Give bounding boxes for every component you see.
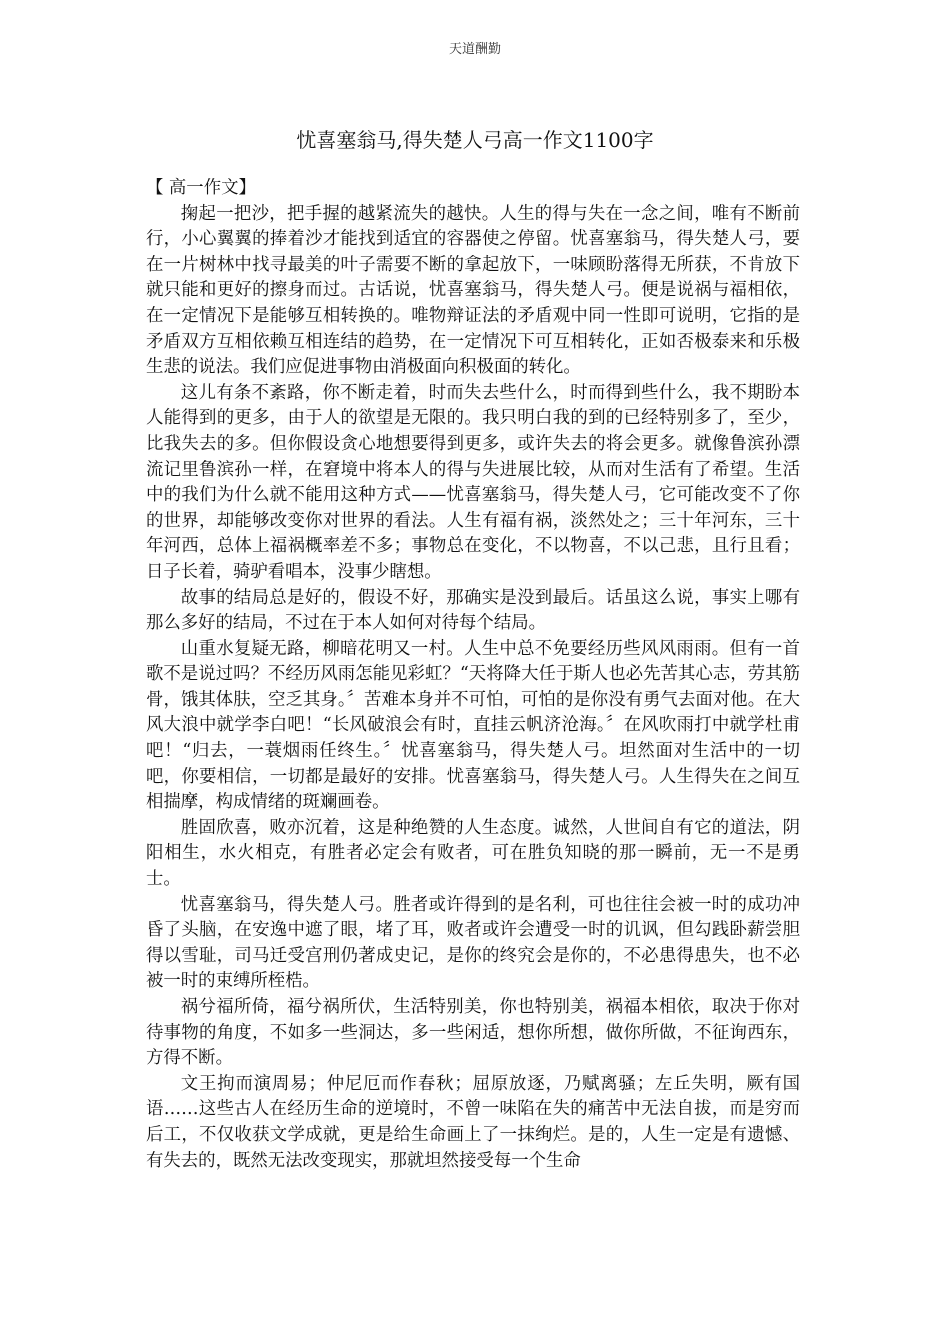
page-header: 天道酬勤	[448, 42, 501, 57]
paragraph: 掬起一把沙，把手握的越紧流失的越快。人生的得与失在一念之间，唯有不断前行，小心翼翼的捧着沙才能找到适宜的容器使之停留。忧喜塞翁马，得失楚人弓，要在一片树林中找寻最美的叶子需要不断的拿起放下，一味顾盼落得无所获，不肯放下就只能和更好的擦身而过。古话说，忧喜塞翁马，得失楚人弓。便是说祸与福相依，在一定情况下是能够互相转换的。唯物辩证法的矛盾观中同一性即可说明，它指的是矛盾双方互相依赖互相连结的趋势，在一定情况下可互相转化，正如否极泰来和乐极生悲的说法。我们应促进事物由消极面向积极面的转化。	[146, 203, 800, 378]
paragraph: 胜固欣喜，败亦沉着，这是种绝赞的人生态度。诚然，人世间自有它的道法，阴阳相生，水火相克，有胜者必定会有败者，可在胜负知晓的那一瞬前，无一不是勇士。	[146, 817, 800, 890]
category-tag: 【 高一作文】	[146, 178, 256, 198]
document-title: 忧喜塞翁马,得失楚人弓高一作文1100字	[296, 128, 654, 152]
paragraph: 忧喜塞翁马，得失楚人弓。胜者或许得到的是名利，可也往往会被一时的成功冲昏了头脑，在安逸中遮了眼，堵了耳，败者或许会遭受一时的讥讽，但勾践卧薪尝胆得以雪耻，司马迁受宫刑仍著成史记，是你的终究会是你的，不必患得患失，也不必被一时的束缚所桎梏。	[146, 894, 800, 992]
paragraph: 文王拘而演周易；仲尼厄而作春秋；屈原放逐，乃赋离骚；左丘失明，厥有国语……这些古人在经历生命的逆境时，不曾一味陷在失的痛苦中无法自拔，而是穷而后工，不仅收获文学成就，更是给生命画上了一抹绚烂。是的，人生一定是有遗憾、有失去的，既然无法改变现实，那就坦然接受每一个生命	[146, 1073, 800, 1171]
paragraph: 山重水复疑无路，柳暗花明又一村。人生中总不免要经历些风风雨雨。但有一首歌不是说过吗？不经历风雨怎能见彩虹？“天将降大任于斯人也必先苦其心志，劳其筋骨，饿其体肤，空乏其身。〞苦难本身并不可怕，可怕的是你没有勇气去面对他。在大风大浪中就学李白吧！“长风破浪会有时，直挂云帆济沧海。〞在风吹雨打中就学杜甫吧！“归去，一蓑烟雨任终生。〞忧喜塞翁马，得失楚人弓。坦然面对生活中的一切吧，你要相信，一切都是最好的安排。忧喜塞翁马，得失楚人弓。人生得失在之间互相揣摩，构成情绪的斑斓画卷。	[146, 638, 800, 813]
paragraph: 故事的结局总是好的，假设不好，那确实是没到最后。话虽这么说，事实上哪有那么多好的结局，不过在于本人如何对待每个结局。	[146, 587, 800, 634]
paragraph: 祸兮福所倚，福兮祸所伏，生活特别美，你也特别美，祸福本相依，取决于你对待事物的角度，不如多一些洞达，多一些闲适，想你所想，做你所做，不征询西东，方得不断。	[146, 997, 800, 1069]
article-body	[146, 176, 800, 1174]
paragraph: 这儿有条不紊路，你不断走着，时而失去些什么，时而得到些什么，我不期盼本人能得到的更多，由于人的欲望是无限的。我只明白我的到的已经特别多了，至少，比我失去的多。但你假设贪心地想要得到更多，或许失去的将会更多。就像鲁滨孙漂流记里鲁滨孙一样，在窘境中将本人的得与失进展比较，从而对生活有了希望。生活中的我们为什么就不能用这种方式——忧喜塞翁马，得失楚人弓，它可能改变不了你的世界，却能够改变你对世界的看法。人生有福有祸，淡然处之；三十年河东，三十年河西，总体上福祸概率差不多；事物总在变化，不以物喜，不以己悲，且行且看；日子长着，骑驴看唱本，没事少瞎想。	[146, 382, 800, 582]
